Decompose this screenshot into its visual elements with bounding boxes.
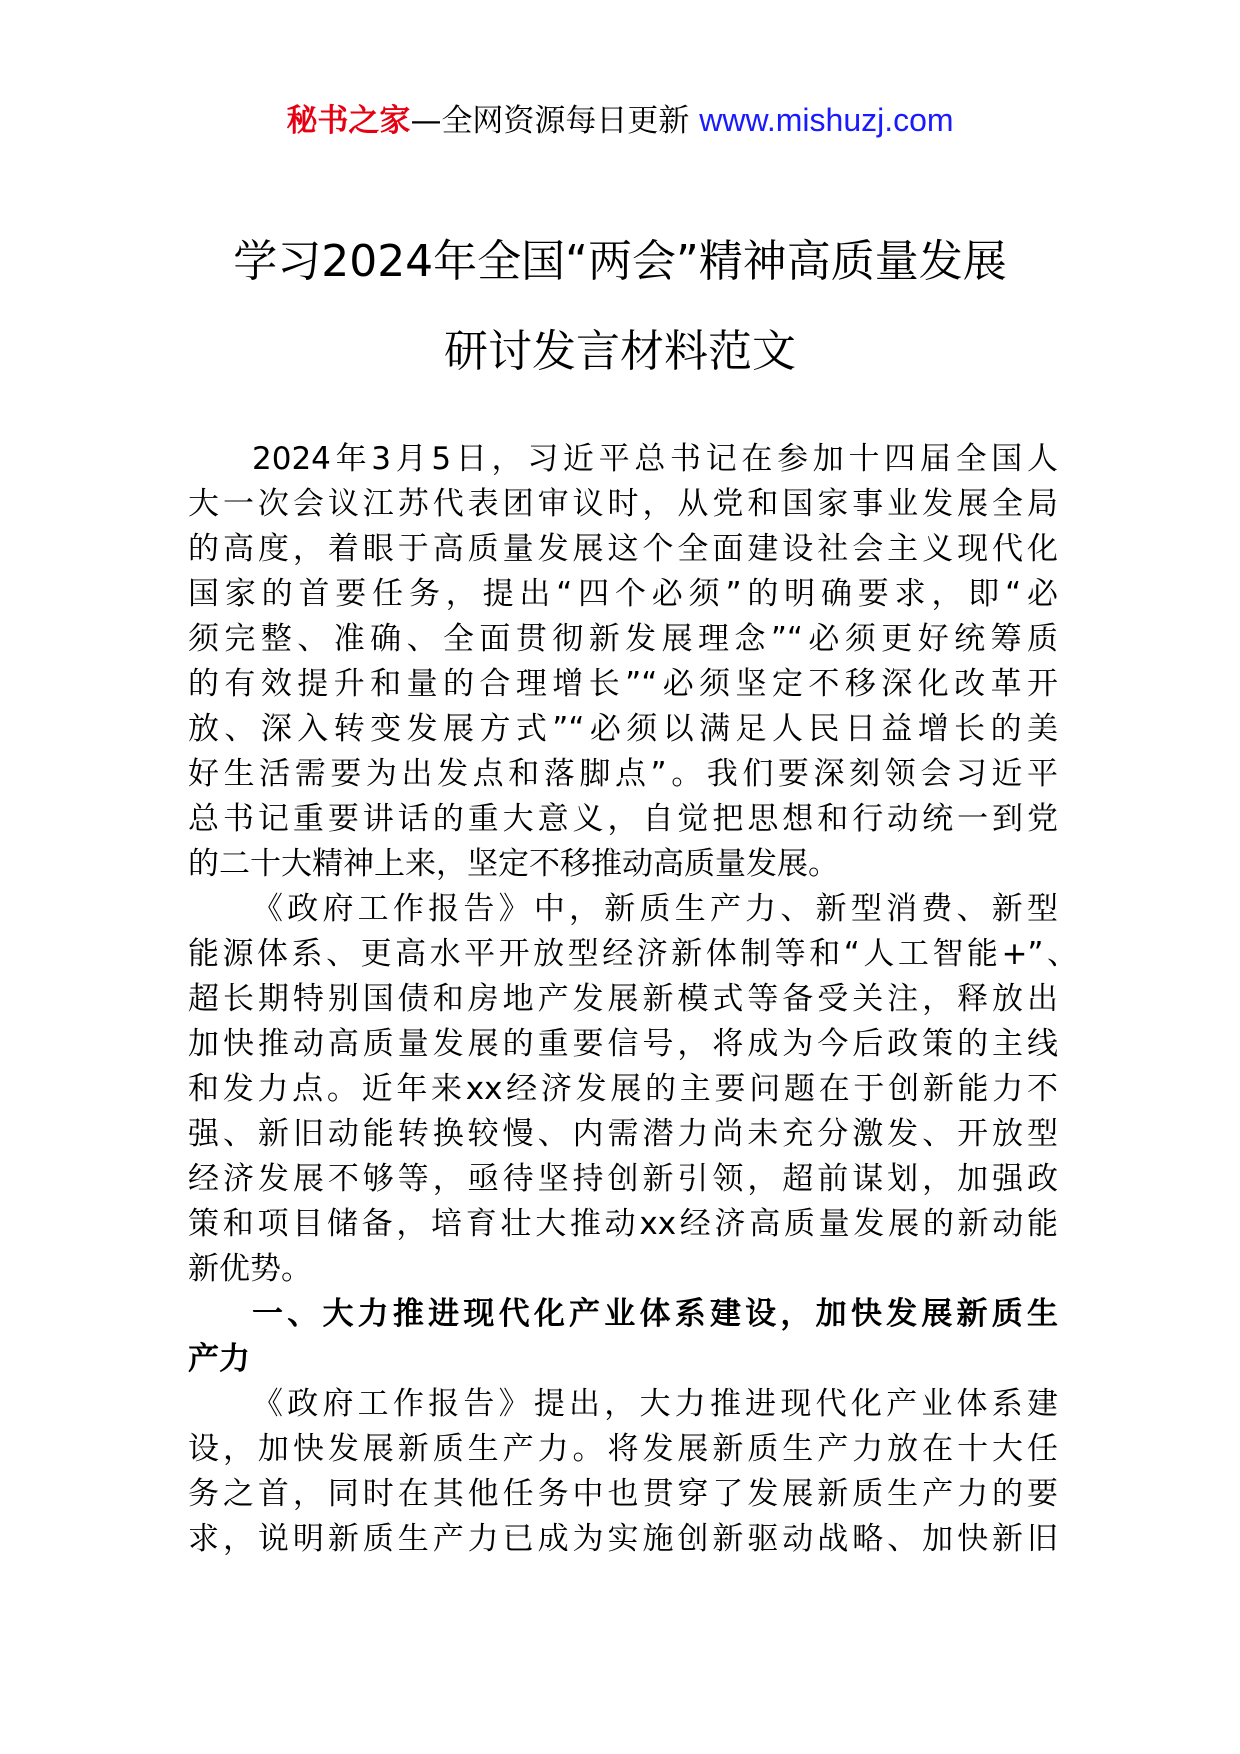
- text-line: 《政府工作报告》提出，大力推进现代化产业体系建: [252, 1386, 1058, 1422]
- text-line: 强、新旧动能转换较慢、内需潜力尚未充分激发、开放型: [188, 1116, 1058, 1152]
- text-line: 2024年3月5日，习近平总书记在参加十四届全国人: [252, 441, 1058, 477]
- section-heading: [188, 1292, 1058, 1382]
- text-line: 策和项目储备，培育壮大推动xx经济高质量发展的新动能: [188, 1206, 1058, 1242]
- text-line: 总书记重要讲话的重大意义，自觉把思想和行动统一到党: [188, 801, 1058, 837]
- text-line: 务之首，同时在其他任务中也贯穿了发展新质生产力的要: [188, 1476, 1058, 1512]
- paragraph: [188, 1382, 1058, 1562]
- text-line: 求，说明新质生产力已成为实施创新驱动战略、加快新旧: [188, 1521, 1058, 1557]
- site-url-link[interactable]: www.mishuzj.com: [699, 102, 954, 138]
- text-line: 超长期特别国债和房地产发展新模式等备受关注，释放出: [188, 981, 1058, 1017]
- text-line: 经济发展不够等，亟待坚持创新引领，超前谋划，加强政: [188, 1161, 1058, 1197]
- text-line: 《政府工作报告》中，新质生产力、新型消费、新型: [252, 891, 1058, 927]
- text-line: 放、深入转变发展方式”“必须以满足人民日益增长的美: [188, 711, 1058, 747]
- header-tagline: —全网资源每日更新: [410, 103, 700, 139]
- text-line: 和发力点。近年来xx经济发展的主要问题在于创新能力不: [188, 1071, 1058, 1107]
- text-line: 大一次会议江苏代表团审议时，从党和国家事业发展全局: [188, 486, 1058, 522]
- text-line: 的高度，着眼于高质量发展这个全面建设社会主义现代化: [188, 531, 1058, 567]
- text-line: 能源体系、更高水平开放型经济新体制等和“人工智能+”、: [188, 936, 1078, 972]
- text-line: 的二十大精神上来，坚定不移推动高质量发展。: [188, 846, 839, 882]
- text-line: 一、大力推进现代化产业体系建设，加快发展新质生: [252, 1296, 1058, 1332]
- brand-name: 秘书之家: [286, 103, 411, 139]
- text-line: 加快推动高质量发展的重要信号，将成为今后政策的主线: [188, 1026, 1058, 1062]
- paragraph: [188, 437, 1058, 887]
- document-body: [188, 437, 1078, 1562]
- text-line: 好生活需要为出发点和落脚点”。我们要深刻领会习近平: [188, 756, 1058, 792]
- text-line: 的有效提升和量的合理增长”“必须坚定不移深化改革开: [188, 666, 1058, 702]
- document-title-line-2: 研讨发言材料范文: [444, 326, 796, 377]
- site-header: [0, 100, 1240, 141]
- text-line: 国家的首要任务，提出“四个必须”的明确要求，即“必: [188, 576, 1058, 612]
- text-line: 须完整、准确、全面贯彻新发展理念”“必须更好统筹质: [188, 621, 1058, 657]
- paragraph: [188, 887, 1078, 1292]
- text-line: 设，加快发展新质生产力。将发展新质生产力放在十大任: [188, 1431, 1058, 1467]
- text-line: 产力: [188, 1341, 250, 1377]
- text-line: 新优势。: [188, 1251, 312, 1287]
- document-title-line-1: 学习2024年全国“两会”精神高质量发展: [233, 236, 1007, 287]
